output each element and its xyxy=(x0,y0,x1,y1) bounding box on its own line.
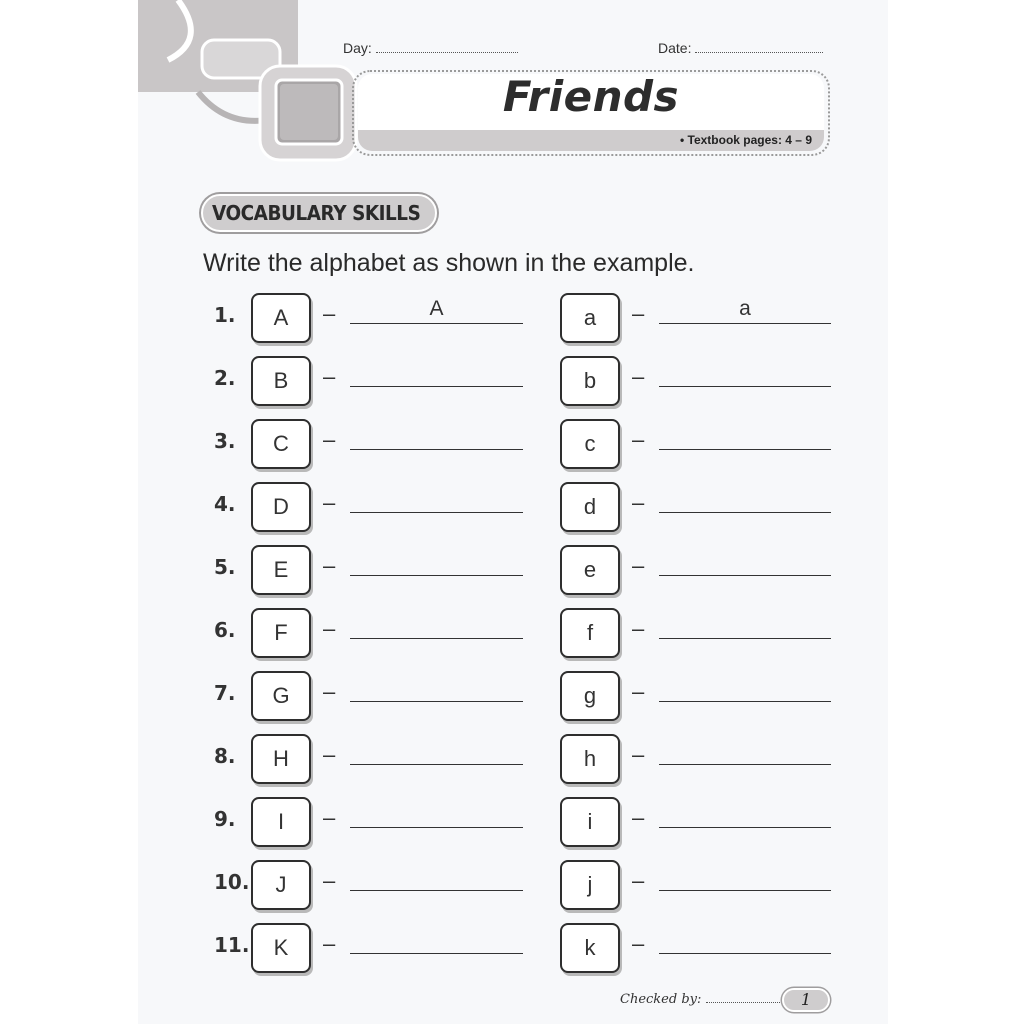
instruction-text: Write the alphabet as shown in the example. xyxy=(203,249,695,277)
dash: – xyxy=(632,742,645,767)
uppercase-answer-line[interactable] xyxy=(350,701,523,702)
dash: – xyxy=(632,805,645,830)
lowercase-answer-line[interactable] xyxy=(659,953,831,954)
dash: – xyxy=(632,427,645,452)
dash: – xyxy=(632,553,645,578)
lowercase-letter-box: e xyxy=(560,545,620,595)
uppercase-letter-box: K xyxy=(251,923,311,973)
uppercase-answer-line[interactable] xyxy=(350,575,523,576)
lowercase-answer-line[interactable] xyxy=(659,701,831,702)
uppercase-letter-box: H xyxy=(251,734,311,784)
dash: – xyxy=(323,427,336,452)
lowercase-letter-box: h xyxy=(560,734,620,784)
row-number: 8. xyxy=(214,744,236,768)
uppercase-answer-line[interactable] xyxy=(350,386,523,387)
dash: – xyxy=(632,364,645,389)
exercise-row xyxy=(0,608,1024,660)
dash: – xyxy=(323,805,336,830)
lowercase-answer-line[interactable] xyxy=(659,827,831,828)
row-number: 1. xyxy=(214,303,236,327)
uppercase-answer-line[interactable] xyxy=(350,449,523,450)
uppercase-letter-box: C xyxy=(251,419,311,469)
lowercase-answer-line[interactable] xyxy=(659,638,831,639)
lowercase-answer-line[interactable] xyxy=(659,323,831,324)
day-blank[interactable] xyxy=(376,41,518,53)
dash: – xyxy=(632,616,645,641)
row-number: 9. xyxy=(214,807,236,831)
exercise-row xyxy=(0,419,1024,471)
lowercase-answer-line[interactable] xyxy=(659,512,831,513)
uppercase-letter-box: J xyxy=(251,860,311,910)
uppercase-answer-line[interactable] xyxy=(350,890,523,891)
uppercase-letter-box: E xyxy=(251,545,311,595)
dash: – xyxy=(323,616,336,641)
lowercase-answer-line[interactable] xyxy=(659,386,831,387)
lowercase-answer-line[interactable] xyxy=(659,890,831,891)
lowercase-letter-box: a xyxy=(560,293,620,343)
dash: – xyxy=(632,490,645,515)
uppercase-answer-line[interactable] xyxy=(350,953,523,954)
uppercase-letter-box: F xyxy=(251,608,311,658)
exercise-row xyxy=(0,671,1024,723)
uppercase-answer-line[interactable] xyxy=(350,827,523,828)
dash: – xyxy=(323,679,336,704)
dash: – xyxy=(632,301,645,326)
uppercase-answer-line[interactable] xyxy=(350,323,523,324)
row-number: 10. xyxy=(214,870,250,894)
exercise-row xyxy=(0,293,1024,345)
dash: – xyxy=(323,553,336,578)
exercise-row xyxy=(0,482,1024,534)
exercise-row xyxy=(0,797,1024,849)
row-number: 6. xyxy=(214,618,236,642)
dash: – xyxy=(323,301,336,326)
date-blank[interactable] xyxy=(695,41,823,53)
dash: – xyxy=(323,742,336,767)
uppercase-answer[interactable]: A xyxy=(429,297,444,320)
uppercase-answer-line[interactable] xyxy=(350,764,523,765)
lowercase-answer-line[interactable] xyxy=(659,449,831,450)
decorative-corner-graphic xyxy=(138,0,368,165)
lowercase-letter-box: d xyxy=(560,482,620,532)
exercise-row xyxy=(0,923,1024,975)
lowercase-letter-box: f xyxy=(560,608,620,658)
date-label: Date: xyxy=(658,40,692,56)
row-number: 11. xyxy=(214,933,250,957)
lowercase-answer-line[interactable] xyxy=(659,764,831,765)
row-number: 7. xyxy=(214,681,236,705)
dash: – xyxy=(632,868,645,893)
row-number: 5. xyxy=(214,555,236,579)
checked-by-label: Checked by: xyxy=(620,992,702,1007)
lowercase-letter-box: b xyxy=(560,356,620,406)
page-number: 1 xyxy=(800,990,812,1009)
row-number: 2. xyxy=(214,366,236,390)
day-field[interactable] xyxy=(343,40,518,56)
day-label: Day: xyxy=(343,40,372,56)
date-field[interactable] xyxy=(658,40,823,56)
dash: – xyxy=(323,931,336,956)
lowercase-letter-box: i xyxy=(560,797,620,847)
dash: – xyxy=(632,679,645,704)
dash: – xyxy=(323,490,336,515)
uppercase-letter-box: A xyxy=(251,293,311,343)
uppercase-answer-line[interactable] xyxy=(350,512,523,513)
lowercase-answer[interactable]: a xyxy=(739,297,751,320)
lowercase-letter-box: c xyxy=(560,419,620,469)
row-number: 4. xyxy=(214,492,236,516)
dash: – xyxy=(323,868,336,893)
uppercase-letter-box: G xyxy=(251,671,311,721)
row-number: 3. xyxy=(214,429,236,453)
lowercase-letter-box: k xyxy=(560,923,620,973)
dash: – xyxy=(323,364,336,389)
lowercase-letter-box: g xyxy=(560,671,620,721)
exercise-row xyxy=(0,734,1024,786)
lowercase-letter-box: j xyxy=(560,860,620,910)
uppercase-letter-box: B xyxy=(251,356,311,406)
dash: – xyxy=(632,931,645,956)
section-label: VOCABULARY SKILLS xyxy=(212,201,421,225)
uppercase-letter-box: D xyxy=(251,482,311,532)
checked-by-blank[interactable] xyxy=(706,993,784,1003)
lowercase-answer-line[interactable] xyxy=(659,575,831,576)
checked-by[interactable] xyxy=(620,992,784,1007)
exercise-row xyxy=(0,860,1024,912)
uppercase-answer-line[interactable] xyxy=(350,638,523,639)
page-title: Friends xyxy=(502,72,680,121)
uppercase-letter-box: I xyxy=(251,797,311,847)
exercise-row xyxy=(0,545,1024,597)
textbook-pages-note: • Textbook pages: 4 – 9 xyxy=(679,133,812,147)
exercise-row xyxy=(0,356,1024,408)
